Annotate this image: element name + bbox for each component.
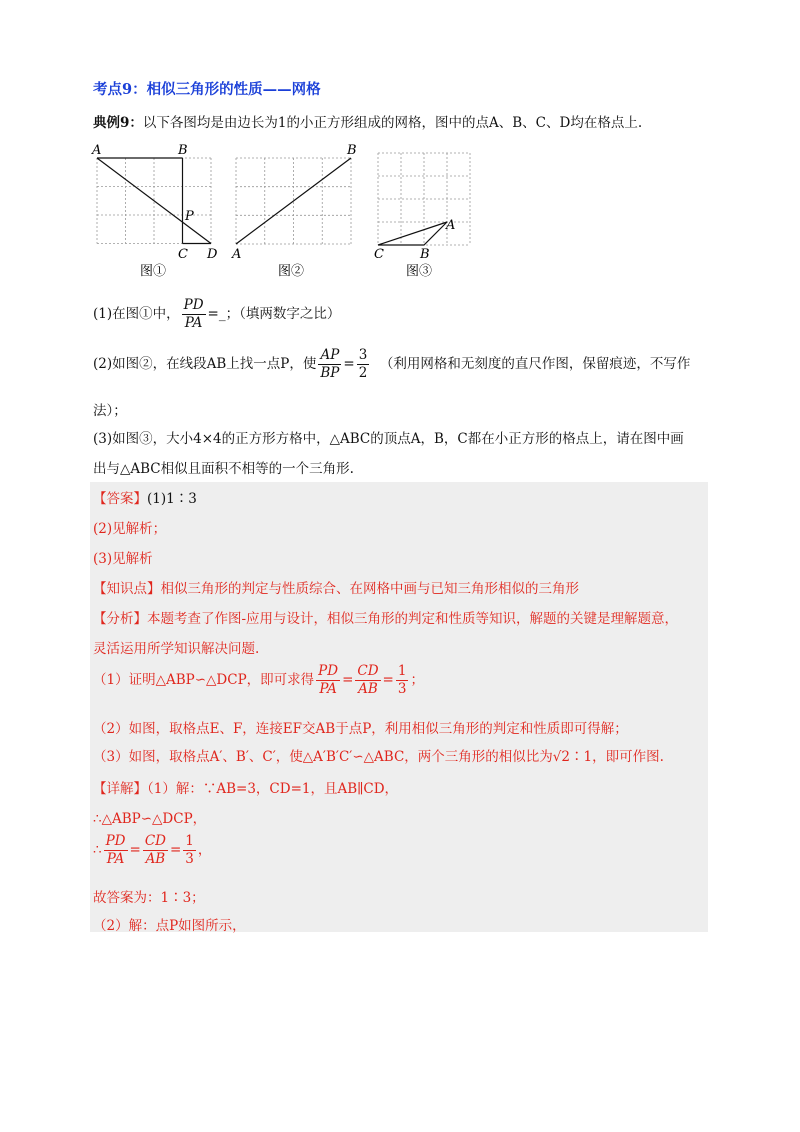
question-2 xyxy=(93,347,690,382)
d3-suffix: ， xyxy=(197,842,212,858)
d3-fraction-3: $\frac{1}{3}$ xyxy=(185,833,194,867)
solution-step-3: （3）如图，取格点A′、B′、C′，使△A′B′C′∽△ABC，两个三角形的相似比为√2∶1，即可作图. xyxy=(93,749,664,765)
example-statement xyxy=(93,111,642,131)
s1-suffix: ； xyxy=(410,672,424,688)
figure-3 xyxy=(370,140,475,282)
detail-line-2: ∴△ABP∽△DCP， xyxy=(93,811,207,827)
fig3-point-a-label: A xyxy=(446,218,456,233)
q2-fraction-right: $\frac{3}{2}$ xyxy=(358,347,368,381)
q2-fraction-left: $\frac{AP}{BP}$ xyxy=(320,347,340,381)
knowledge-line xyxy=(93,577,579,597)
analysis-label: 【分析】 xyxy=(93,611,147,627)
d3-fraction-2: $\frac{CD}{AB}$ xyxy=(144,833,166,867)
figure-2-caption: 图② xyxy=(278,264,305,279)
fig3-point-b-label: B xyxy=(420,247,430,262)
analysis-line-1 xyxy=(93,607,678,627)
detail-line-5: （2）解：点P如图所示， xyxy=(93,918,246,934)
knowledge-label: 【知识点】 xyxy=(93,581,161,597)
d3-fraction-1: $\frac{PD}{PA}$ xyxy=(105,833,126,867)
point-c-label: C xyxy=(178,247,188,262)
analysis-text-1: 本题考查了作图-应用与设计，相似三角形的判定和性质等知识，解题的关键是理解题意， xyxy=(147,611,679,627)
q2-equals: = xyxy=(343,356,355,372)
s1-fraction-2: $\frac{CD}{AB}$ xyxy=(357,663,379,697)
detail-line-4: 故答案为：1∶3； xyxy=(93,890,205,906)
question-3-line-1: (3)如图③，大小4×4的正方形方格中，△ABC的顶点A，B，C都在小正方形的格点上，请在图中画 xyxy=(93,431,684,447)
point-p-label: P xyxy=(185,209,194,224)
figure-1-caption: 图① xyxy=(140,264,167,279)
detail-line-3: ∴ $\frac{PD}{PA}$ = $\frac{CD}{AB}$ = $\frac{1}{3}$ ， xyxy=(93,833,212,867)
detail-label: 【详解】 xyxy=(93,781,147,797)
point-b-label: B xyxy=(178,143,188,158)
s1-fraction-1: $\frac{PD}{PA}$ xyxy=(318,663,339,697)
fig2-point-b-label: B xyxy=(347,143,357,158)
figure-3-caption: 图③ xyxy=(406,264,433,279)
figure-1 xyxy=(90,140,225,282)
question-1 xyxy=(93,297,340,332)
question-2-cont: 法）； xyxy=(93,403,127,419)
detail-text-1: （1）解：∵AB=3，CD=1，且AB∥CD， xyxy=(147,781,399,797)
question-3-line-2: 出与△ABC相似且面积不相等的一个三角形. xyxy=(93,461,354,477)
answer-2: (2)见解析； xyxy=(93,521,167,537)
example-label: 典例9： xyxy=(93,115,143,131)
analysis-line-2: 灵活运用所学知识解决问题. xyxy=(93,641,260,657)
triangle-abc xyxy=(378,222,447,245)
q1-fraction: $\frac{PD}{PA}$ xyxy=(183,297,204,331)
answer-line xyxy=(93,487,197,507)
q1-prefix: (1)在图①中， xyxy=(93,306,180,322)
point-a-label: A xyxy=(92,143,102,158)
s1-prefix: （1）证明△ABP∽△DCP，即可求得 xyxy=(93,672,315,688)
s1-fraction-3: $\frac{1}{3}$ xyxy=(397,663,407,697)
answer-1: (1)1∶3 xyxy=(147,491,197,507)
section-heading: 考点9：相似三角形的性质——网格 xyxy=(93,81,321,98)
answer-3: (3)见解析 xyxy=(93,551,153,567)
answer-label: 【答案】 xyxy=(93,491,147,507)
detail-line-1 xyxy=(93,777,398,797)
solution-step-2: （2）如图，取格点E、F，连接EF交AB于点P，利用相似三角形的判定和性质即可得解； xyxy=(93,721,628,737)
q1-suffix: =_；（填两数字之比） xyxy=(207,306,341,322)
q2-prefix: (2)如图②，在线段AB上找一点P，使 xyxy=(93,356,317,372)
knowledge-text: 相似三角形的判定与性质综合、在网格中画与已知三角形相似的三角形 xyxy=(160,581,579,597)
example-text: 以下各图均是由边长为1的小正方形组成的网格，图中的点A、B、C、D均在格点上. xyxy=(142,115,643,131)
fig3-point-c-label: C xyxy=(374,247,384,262)
figure-2 xyxy=(228,140,368,282)
d3-prefix: ∴ xyxy=(93,842,102,858)
point-d-label: D xyxy=(207,247,218,262)
q2-suffix: （利用网格和无刻度的直尺作图，保留痕迹，不写作 xyxy=(379,356,691,372)
fig2-point-a-label: A xyxy=(232,247,242,262)
solution-step-1: （1）证明△ABP∽△DCP，即可求得 $\frac{PD}{PA}$ = $\frac{CD}{AB}$ = $\frac{1}{3}$ ； xyxy=(93,663,424,697)
